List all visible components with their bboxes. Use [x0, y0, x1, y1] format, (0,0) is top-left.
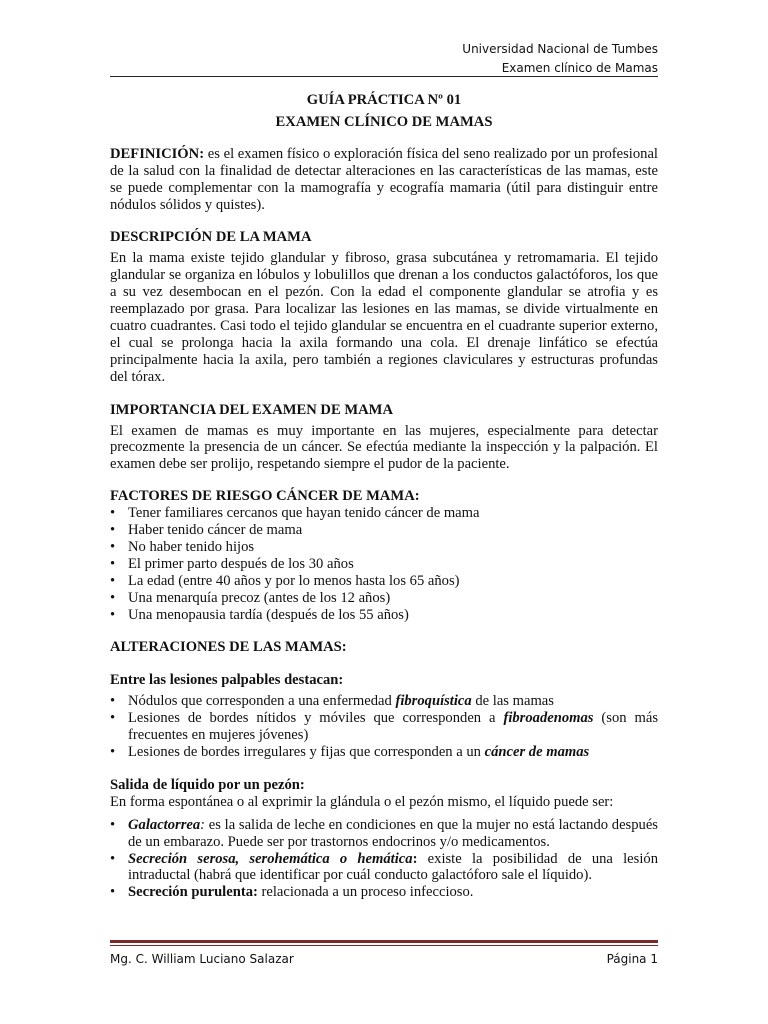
- footer-page-number: Página 1: [606, 952, 658, 966]
- risk-list: [110, 505, 658, 623]
- importance-paragraph: El examen de mamas es muy importante en las mujeres, especialmente para detectar precozmente la presencia de un cáncer. Se efectúa mediante la inspección y la palpación. El examen debe ser prolijo, respetando siempre el pudor de la paciente.: [110, 422, 658, 473]
- alteration-item: [110, 693, 658, 710]
- footer-rule-thin: [110, 945, 658, 946]
- discharge-term: Secreción purulenta:: [128, 884, 258, 901]
- header-subject: Examen clínico de Mamas: [501, 61, 658, 75]
- risk-item: • Una menopausia tardía (después de los 55 años): [110, 607, 658, 624]
- document-title-line2: EXAMEN CLÍNICO DE MAMAS: [275, 113, 493, 130]
- definition-paragraph: [110, 146, 658, 214]
- alterations-heading: ALTERACIONES DE LAS MAMAS:: [110, 639, 347, 656]
- alteration-text: Lesiones de bordes irregulares y fijas que corresponden a un: [128, 744, 485, 760]
- alteration-item: [110, 710, 658, 744]
- risk-item: • Haber tenido cáncer de mama: [110, 522, 658, 539]
- discharge-term: Galactorrea: [128, 816, 201, 833]
- risk-item: • Tener familiares cercanos que hayan tenido cáncer de mama: [110, 505, 658, 522]
- discharge-list: [110, 817, 658, 902]
- document-body: [110, 92, 658, 901]
- discharge-text: es la salida de leche en condiciones en que la mujer no está lactando después de un embarazo. Puede ser por trastornos endocrinos y/o medicamentos.: [128, 816, 658, 850]
- alterations-list: [110, 693, 658, 761]
- importance-heading: IMPORTANCIA DEL EXAMEN DE MAMA: [110, 401, 393, 418]
- discharge-sep: :: [200, 816, 206, 833]
- discharge-item: [110, 884, 658, 901]
- description-paragraph: En la mama existe tejido glandular y fibroso, grasa subcutánea y retromamaria. El tejido glandular se organiza en lóbulos y lobulillos que drenan a los conductos galactóforos, los que a su vez desembocan en el pezón. Con la edad el componente glandular se atrofia y es reemplazado por grasa. Para localizar las lesiones en las mamas, se divide virtualmente en cuatro cuadrantes. Casi todo el tejido glandular se encuentra en el cuadrante superior externo, el cual se prolonga hacia la axila formando una cola. El drenaje linfático se efectúa principalmente hacia la axila, pero también a regiones claviculares y estructuras profundas del tórax.: [110, 250, 658, 385]
- definition-text: es el examen físico o exploración física del seno realizado por un profesional de la salud con la finalidad de detectar alteraciones en las características de las mamas, este se puede complementar con la mamografía y ecografía mamaria (útil para distinguir entre nódulos sólidos y quistes).: [110, 145, 658, 213]
- discharge-text: relacionada a un proceso infeccioso.: [257, 884, 474, 901]
- alteration-text: (son más frecuentes en mujeres jóvenes): [128, 710, 658, 744]
- alteration-text: Nódulos que corresponden a una enfermedad: [128, 693, 396, 710]
- alteration-term: fibroadenomas: [503, 710, 594, 727]
- document-title-line1: GUÍA PRÁCTICA Nº 01: [306, 92, 462, 108]
- alteration-item: [110, 744, 658, 761]
- risk-item: • Una menarquía precoz (antes de los 12 años): [110, 590, 658, 607]
- description-heading: DESCRIPCIÓN DE LA MAMA: [110, 229, 312, 246]
- discharge-item: [110, 851, 658, 885]
- footer-author: Mg. C. William Luciano Salazar: [110, 952, 294, 966]
- risk-item: • El primer parto después de los 30 años: [110, 556, 658, 573]
- discharge-item: [110, 817, 658, 851]
- page-header: [462, 40, 658, 78]
- discharge-heading: Salida de líquido por un pezón:: [110, 776, 305, 793]
- discharge-term: Secreción serosa, serohemática o hemática: [128, 850, 413, 867]
- footer-rule-thick: [110, 940, 658, 943]
- risk-item: • No haber tenido hijos: [110, 539, 658, 556]
- header-institution: Universidad Nacional de Tumbes: [462, 42, 658, 56]
- discharge-sep: :: [412, 850, 418, 867]
- risk-heading: FACTORES DE RIESGO CÁNCER DE MAMA:: [110, 488, 420, 505]
- alterations-subheading: Entre las lesiones palpables destacan:: [110, 672, 344, 689]
- header-rule: [110, 76, 658, 77]
- alteration-term: cáncer de mamas: [484, 744, 590, 760]
- alteration-term: fibroquística: [395, 693, 472, 710]
- definition-label: DEFINICIÓN:: [110, 145, 205, 162]
- risk-item: • La edad (entre 40 años y por lo menos hasta los 65 años): [110, 573, 658, 590]
- discharge-intro: En forma espontánea o al exprimir la glándula o el pezón mismo, el líquido puede ser:: [110, 793, 614, 810]
- alteration-text: Lesiones de bordes nítidos y móviles que corresponden a: [128, 710, 504, 727]
- discharge-text: existe la posibilidad de una lesión intraductal (habrá que identificar por cuál conducto galactóforo sale el líquido).: [128, 850, 658, 884]
- alteration-text: de las mamas: [471, 693, 554, 710]
